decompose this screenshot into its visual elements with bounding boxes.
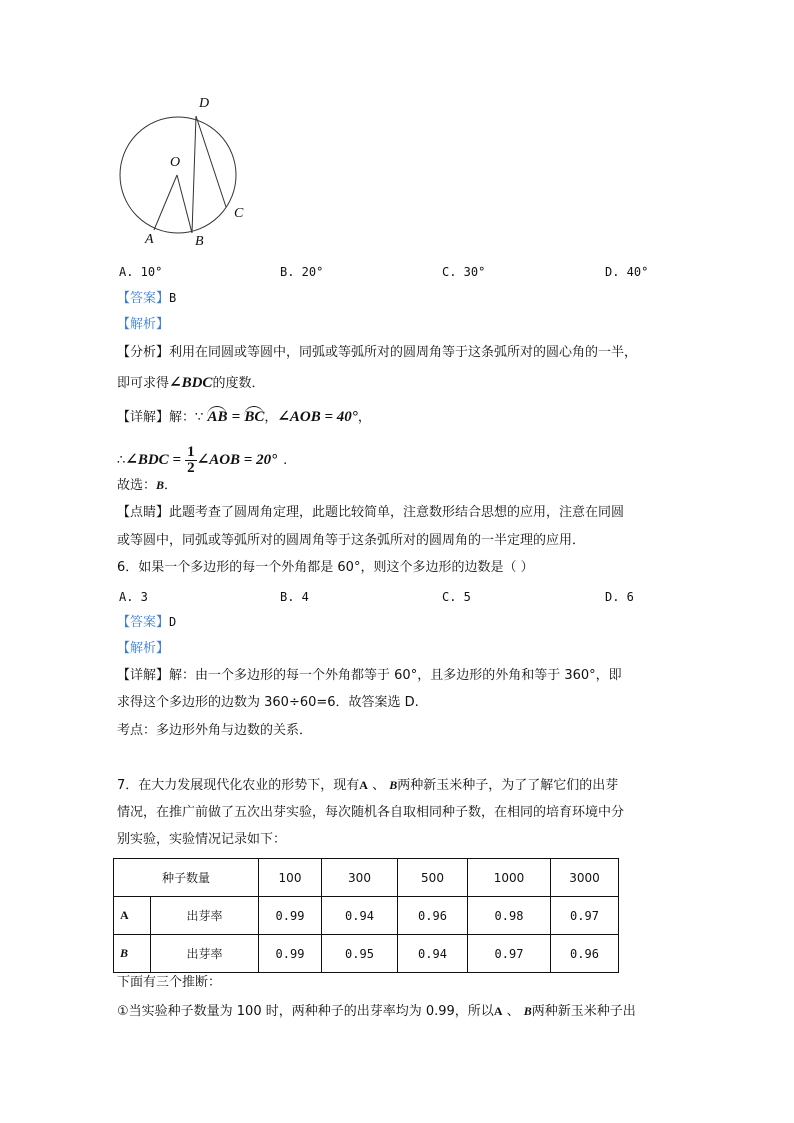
comma: ， [357,410,371,425]
header-cell: 300 [322,859,398,897]
value-cell: 0.94 [322,897,398,935]
q6-analysis-tag: 【解析】 [117,641,170,656]
denominator: 2 [187,460,195,476]
q5-fenxi-2 [117,374,264,393]
value-cell: 0.96 [551,935,619,973]
q5-therefore [117,442,287,479]
value-cell: 0.97 [551,897,619,935]
label-c: C [234,206,244,221]
detail-tag: 【详解】 [117,410,170,425]
text: ①当实验种子数量为 100 时，两种种子的出芽率均为 0.99，所以 [117,1004,494,1019]
fenxi-text: 利用在同圆或等圆中，同弧或等弧所对的圆周角等于这条弧所对的圆心角的一半， [169,345,638,360]
therefore-symbol: ∴ [117,453,126,468]
segment-ob [177,175,192,233]
header-cell: 500 [398,859,468,897]
group-cell: A [114,897,151,935]
choose-value: B [156,478,165,492]
math-bdc: ∠BDC = [125,452,181,468]
header-cell: 100 [259,859,322,897]
sep: 、 [506,1004,520,1019]
seed-a: A [493,1004,503,1018]
q6-detail [117,667,622,685]
seed-b: B [389,778,398,792]
label-a: A [145,232,154,247]
q5-analysis-tag: 【解析】 [117,317,170,332]
text: 两种新玉米种子，为了了解它们的出芽 [397,778,619,793]
label-o: O [170,155,181,170]
q6-option-a: A. 3 [119,590,148,604]
q5-detail [117,406,371,427]
q5-option-c: C. 30° [442,265,486,279]
numerator: 1 [187,444,195,460]
header-cell: 3000 [551,859,619,897]
text: 的度数． [212,376,265,391]
dianjing-tag: 【点睛】 [117,505,170,520]
q7-line-3: 别实验，实验情况记录如下： [117,832,287,847]
germination-table [113,858,619,973]
math-angle-bdc: ∠BDC [169,375,213,391]
q6-kaodian: 考点：多边形外角与边数的关系． [117,723,313,738]
math-aob-20: ∠AOB = 20° [196,452,278,468]
fenxi-tag: 【分析】 [117,345,170,360]
text: 此题考查了圆周角定理，此题比较简单，注意数形结合思想的应用，注意在同圆 [169,505,625,520]
q7-after-table: 下面有三个推断： [117,975,222,990]
text: ． [164,478,178,493]
q7-line-1 [117,776,618,795]
answer-tag: 【答案】 [117,615,170,630]
q5-fenxi [117,344,637,362]
table-row [114,897,619,935]
text: 解：由一个多边形的每一个外角都等于 60°，且多边形的外角和等于 360°，即 [169,668,622,683]
sep: 、 [372,778,386,793]
q6-question: 6．如果一个多边形的每一个外角都是 60°，则这个多边形的边数是（ ） [117,560,534,575]
text: 7．在大力发展现代化农业的形势下，现有 [117,778,360,793]
seed-b: B [523,1004,532,1018]
header-cell: 1000 [468,859,551,897]
answer-value: D [169,615,177,629]
q6-option-d: D. 6 [605,590,634,604]
math-aob: ∠AOB = 40° [277,409,358,425]
value-cell: 0.94 [398,935,468,973]
table-row [114,935,619,973]
q5-choose [117,476,177,495]
table-header-row [114,859,619,897]
label-b: B [195,234,204,249]
value-cell: 0.96 [398,897,468,935]
q6-option-b: B. 4 [280,590,309,604]
q5-answer [117,289,176,308]
answer-value: B [169,291,177,305]
q7-line-2: 情况，在推广前做了五次出芽实验，每次随机各自取相同种子数，在相同的培育环境中分 [117,805,625,820]
circle [120,117,236,233]
segment-dc [196,116,226,207]
equals: = [231,409,241,425]
fraction-half [185,445,197,476]
text: 两种新玉米种子出 [531,1004,636,1019]
answer-tag: 【答案】 [117,291,170,306]
text: 解： [169,410,196,425]
comma: ， [264,410,278,425]
label-cell: 出芽率 [151,897,259,935]
text: 即可求得 [117,376,170,391]
value-cell: 0.99 [259,897,322,935]
arc-ab: AB [207,406,227,426]
header-cell: 种子数量 [114,859,259,897]
arc-bc: BC [244,406,264,426]
q6-detail-2: 求得这个多边形的边数为 360÷60=6．故答案选 D. [117,695,419,710]
q5-option-a: A. 10° [119,265,163,279]
value-cell: 0.98 [468,897,551,935]
q6-answer [117,613,176,632]
value-cell: 0.99 [259,935,322,973]
q7-inference-1 [117,1002,636,1021]
value-cell: 0.95 [322,935,398,973]
q5-option-b: B. 20° [280,265,324,279]
dot: . [283,453,288,468]
segment-oa [154,175,177,230]
q5-dianjing [117,504,624,522]
label-cell: 出芽率 [151,935,259,973]
segment-db [192,116,196,233]
label-d: D [199,96,210,111]
seed-a: A [359,778,368,792]
q6-option-c: C. 5 [442,590,471,604]
q5-option-d: D. 40° [605,265,649,279]
group-cell: B [114,935,151,973]
detail-tag: 【详解】 [117,668,170,683]
circle-figure [0,0,300,260]
value-cell: 0.97 [468,935,551,973]
text: 故选： [117,478,157,493]
q5-dianjing-2: 或等圆中，同弧或等弧所对的圆周角等于这条弧所对的圆周角的一半定理的应用． [117,533,586,548]
because-symbol: ∵ [195,410,204,425]
